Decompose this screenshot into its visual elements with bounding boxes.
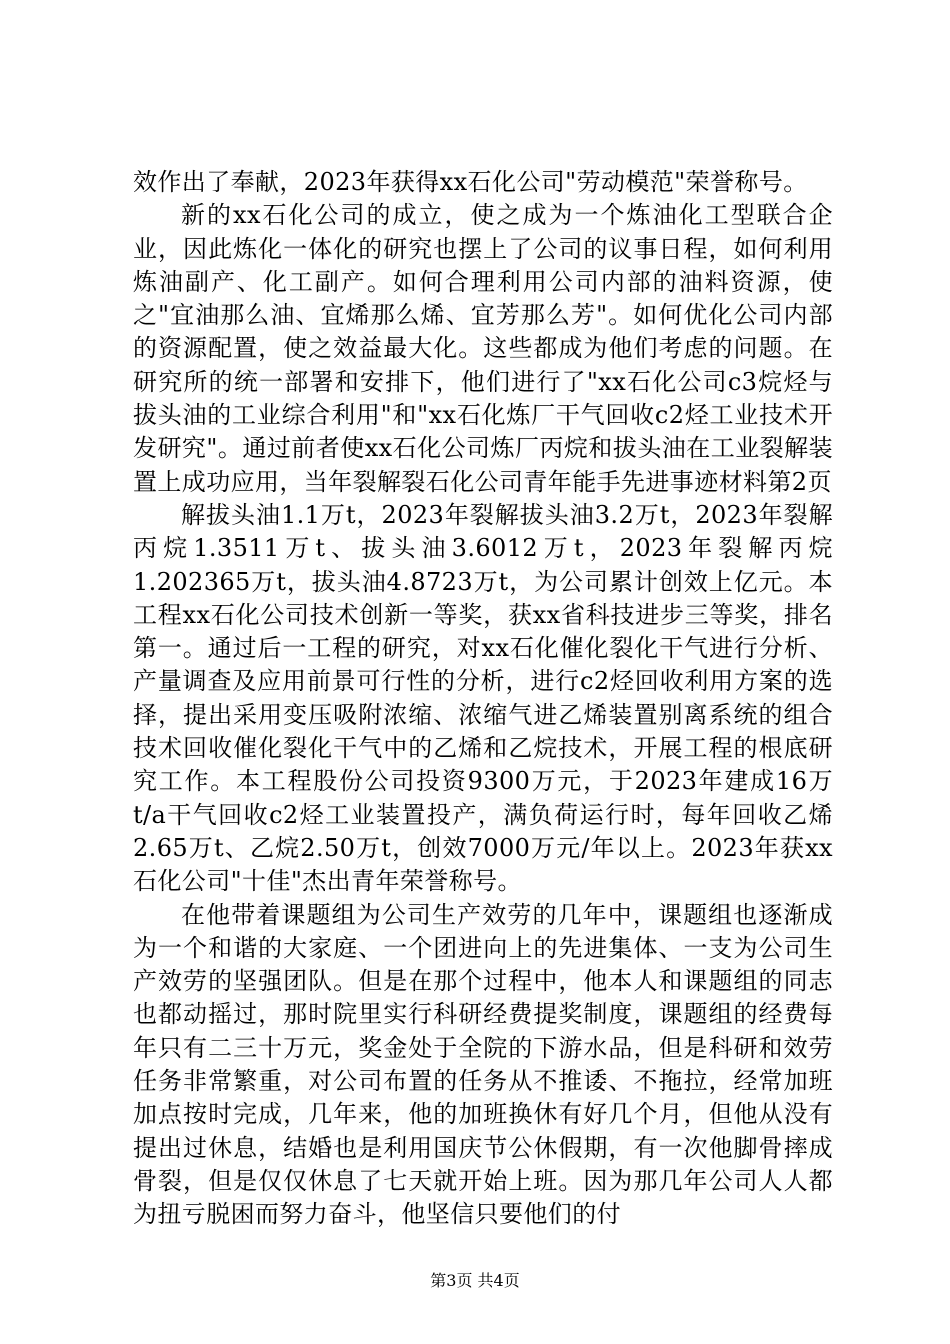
document-body	[133, 166, 833, 1232]
page-footer: 第3页 共4页	[430, 1271, 520, 1290]
paragraph-3: 解拔头油1.1万t，2023年裂解拔头油3.2万t，2023年裂解丙烷1.3511万t、拔头油3.6012万t，2023年裂解丙烷1.202365万t，拔头油4.8723万t，为公司累计创效上亿元。本工程xx石化公司技术创新一等奖，获xx省科技进步三等奖，排名第一。通过后一工程的研究，对xx石化催化裂化干气进行分析、产量调查及应用前景可行性的分析，进行c2烃回收利用方案的选择，提出采用变压吸附浓缩、浓缩气进乙烯装置别离系统的组合技术回收催化裂化干气中的乙烯和乙烷技术，开展工程的根底研究工作。本工程股份公司投资9300万元，于2023年建成16万t/a干气回收c2烃工业装置投产，满负荷运行时，每年回收乙烯2.65万t、乙烷2.50万t，创效7000万元/年以上。2023年获xx石化公司"十佳"杰出青年荣誉称号。	[133, 500, 833, 896]
paragraph-4: 在他带着课题组为公司生产效劳的几年中，课题组也逐渐成为一个和谐的大家庭、一个团进向上的先进集体、一支为公司生产效劳的坚强团队。但是在那个过程中，他本人和课题组的同志也都动摇过，那时院里实行科研经费提奖制度，课题组的经费每年只有二三十万元，奖金处于全院的下游水品，但是科研和效劳任务非常繁重，对公司布置的任务从不推诿、不拖拉，经常加班加点按时完成，几年来，他的加班换休有好几个月，但他从没有提出过休息，结婚也是利用国庆节公休假期，有一次他脚骨摔成骨裂，但是仅仅休息了七天就开始上班。因为那几年公司人人都为扭亏脱困而努力奋斗，他坚信只要他们的付	[133, 900, 833, 1229]
paragraph-1: 效作出了奉献，2023年获得xx石化公司"劳动模范"荣誉称号。	[133, 168, 808, 196]
paragraph-2: 新的xx石化公司的成立，使之成为一个炼油化工型联合企业，因此炼化一体化的研究也摆上了公司的议事日程，如何利用炼油副产、化工副产。如何合理利用公司内部的油料资源，使之"宜油那么油、宜烯那么烯、宜芳那么芳"。如何优化公司内部的资源配置，使之效益最大化。这些都成为他们考虑的问题。在研究所的统一部署和安排下，他们进行了"xx石化公司c3烷烃与拔头油的工业综合利用"和"xx石化炼厂干气回收c2烃工业技术开发研究"。通过前者使xx石化公司炼厂丙烷和拔头油在工业裂解装置上成功应用，当年裂解裂石化公司青年能手先进事迹材料第2页	[133, 201, 833, 496]
